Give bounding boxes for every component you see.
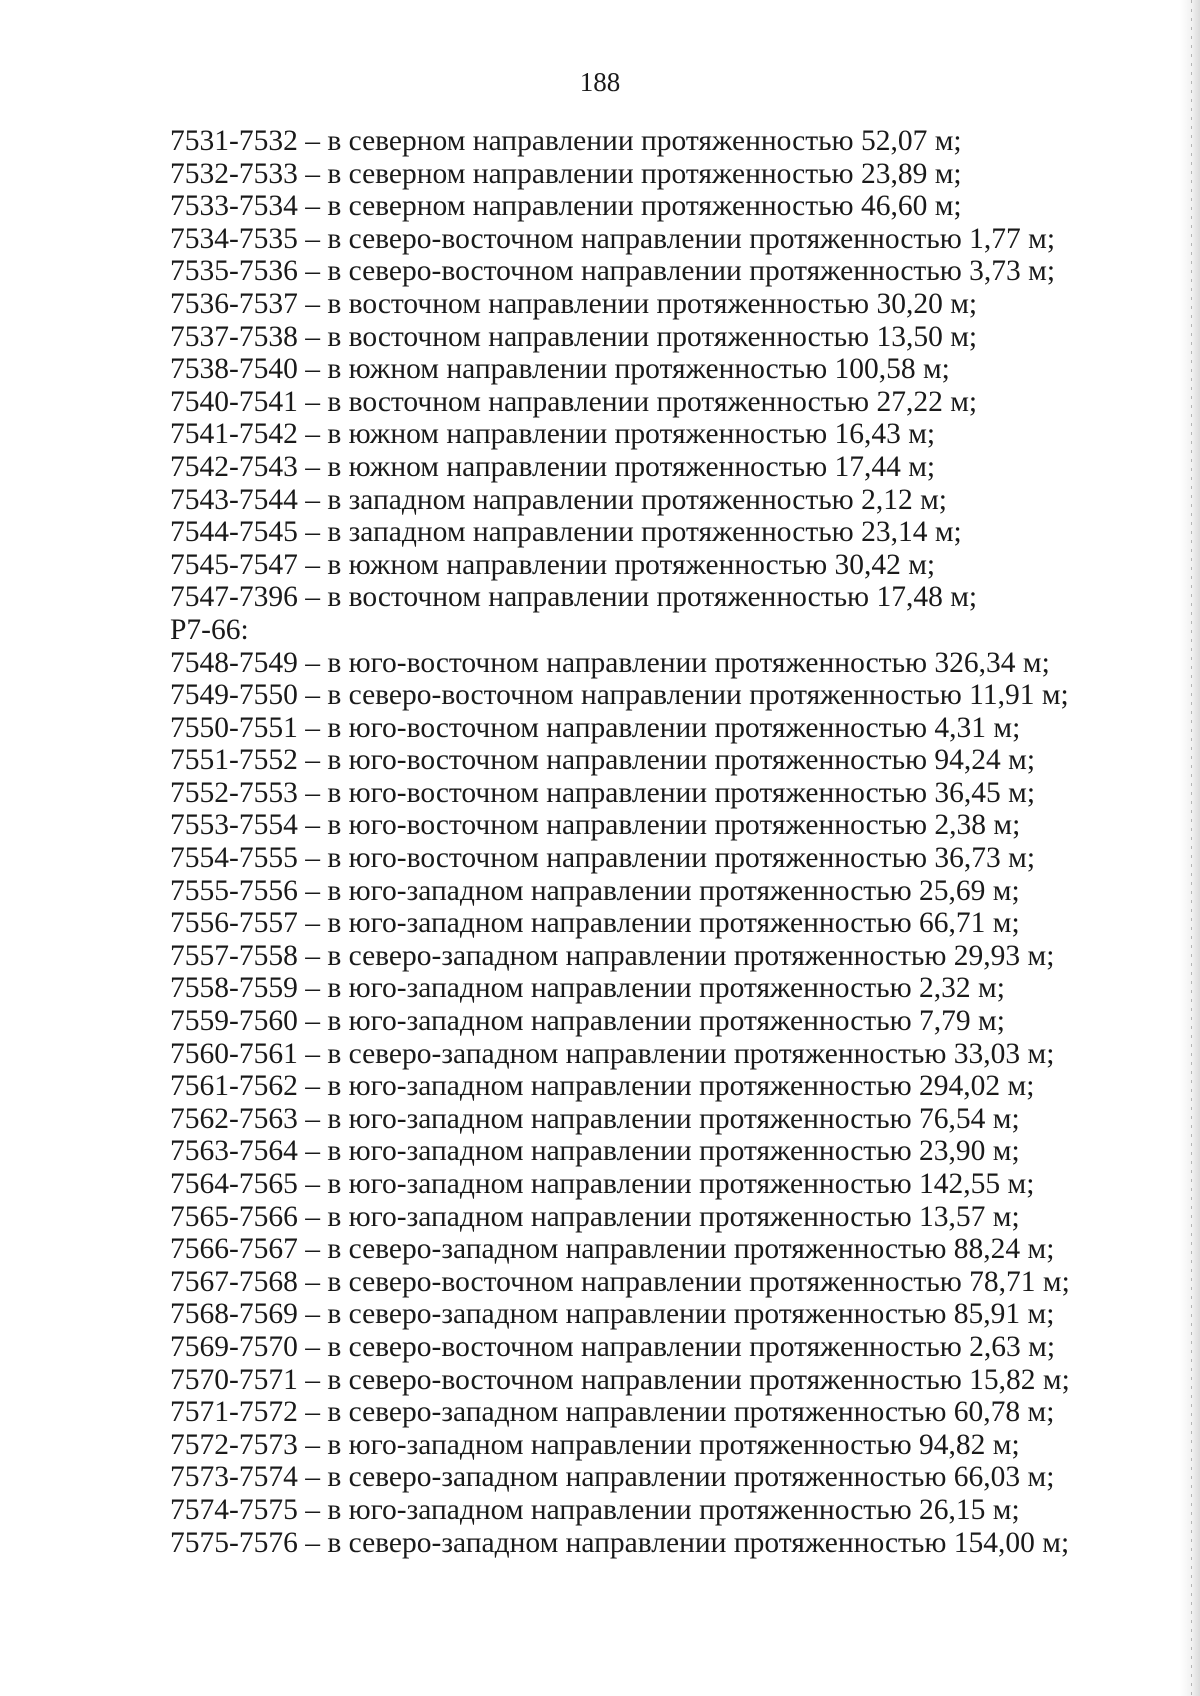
text-line: 7548-7549 – в юго-восточном направлении протяженностью 326,34 м; [170, 646, 1050, 679]
text-line: 7551-7552 – в юго-восточном направлении протяженностью 94,24 м; [170, 744, 1036, 777]
text-line: 7558-7559 – в юго-западном направлении протяженностью 2,32 м; [170, 972, 1005, 1005]
text-line: 7573-7574 – в северо-западном направлении протяженностью 66,03 м; [170, 1461, 1055, 1494]
text-line: 7538-7540 – в южном направлении протяженностью 100,58 м; [170, 353, 950, 386]
text-line: 7561-7562 – в юго-западном направлении протяженностью 294,02 м; [170, 1070, 1035, 1103]
text-line: 7535-7536 – в северо-восточном направлении протяженностью 3,73 м; [170, 255, 1056, 288]
text-line: 7533-7534 – в северном направлении протяженностью 46,60 м; [170, 190, 962, 223]
scan-edge-line [1191, 0, 1192, 1696]
text-line: 7531-7532 – в северном направлении протяженностью 52,07 м; [170, 125, 962, 157]
text-line: 7566-7567 – в северо-западном направлении протяженностью 88,24 м; [170, 1233, 1055, 1266]
text-line: 7542-7543 – в южном направлении протяженностью 17,44 м; [170, 450, 936, 483]
text-line: 7537-7538 – в восточном направлении протяженностью 13,50 м; [170, 320, 978, 353]
text-line: 7569-7570 – в северо-восточном направлении протяженностью 2,63 м; [170, 1330, 1056, 1363]
text-line: 7560-7561 – в северо-западном направлении протяженностью 33,03 м; [170, 1037, 1055, 1070]
document-body [170, 125, 1070, 1559]
text-line: 7547-7396 – в восточном направлении протяженностью 17,48 м; [170, 581, 978, 614]
text-line: 7536-7537 – в восточном направлении протяженностью 30,20 м; [170, 287, 978, 320]
text-line: 7549-7550 – в северо-восточном направлении протяженностью 11,91 м; [170, 679, 1069, 712]
text-line: 7544-7545 – в западном направлении протяженностью 23,14 м; [170, 516, 962, 549]
text-line: 7571-7572 – в северо-западном направлении протяженностью 60,78 м; [170, 1396, 1055, 1429]
text-line: 7557-7558 – в северо-западном направлении протяженностью 29,93 м; [170, 939, 1055, 972]
text-line: 7564-7565 – в юго-западном направлении протяженностью 142,55 м; [170, 1168, 1035, 1200]
text-line: 7565-7566 – в юго-западном направлении протяженностью 13,57 м; [170, 1200, 1020, 1233]
text-line: 7559-7560 – в юго-западном направлении протяженностью 7,79 м; [170, 1005, 1005, 1038]
text-line: 7543-7544 – в западном направлении протяженностью 2,12 м; [170, 483, 947, 516]
text-line: 7563-7564 – в юго-западном направлении протяженностью 23,90 м; [170, 1135, 1020, 1168]
text-line: 7553-7554 – в юго-восточном направлении протяженностью 2,38 м; [170, 809, 1021, 842]
text-line: 7541-7542 – в южном направлении протяженностью 16,43 м; [170, 418, 936, 451]
scan-edge-shadow [1180, 0, 1200, 1696]
text-line: 7550-7551 – в юго-восточном направлении протяженностью 4,31 м; [170, 711, 1021, 744]
text-line: 7572-7573 – в юго-западном направлении протяженностью 94,82 м; [170, 1428, 1020, 1461]
text-line: 7545-7547 – в южном направлении протяженностью 30,42 м; [170, 548, 936, 581]
text-line: 7568-7569 – в северо-западном направлении протяженностью 85,91 м; [170, 1298, 1055, 1331]
text-line: 7562-7563 – в юго-западном направлении протяженностью 76,54 м; [170, 1102, 1020, 1135]
page-number: 188 [579, 67, 621, 97]
text-line: 7575-7576 – в северо-западном направлении протяженностью 154,00 м; [170, 1526, 1070, 1559]
text-line: 7540-7541 – в восточном направлении протяженностью 27,22 м; [170, 385, 978, 418]
text-line: Р7-66: [170, 613, 249, 646]
text-line: 7555-7556 – в юго-западном направлении протяженностью 25,69 м; [170, 874, 1020, 907]
text-line: 7574-7575 – в юго-западном направлении протяженностью 26,15 м; [170, 1493, 1020, 1526]
text-line: 7570-7571 – в северо-восточном направлении протяженностью 15,82 м; [170, 1363, 1070, 1396]
text-line: 7556-7557 – в юго-западном направлении протяженностью 66,71 м; [170, 907, 1020, 940]
text-line: 7534-7535 – в северо-восточном направлении протяженностью 1,77 м; [170, 222, 1056, 255]
text-line: 7552-7553 – в юго-восточном направлении протяженностью 36,45 м; [170, 776, 1036, 809]
text-line: 7532-7533 – в северном направлении протяженностью 23,89 м; [170, 157, 962, 190]
text-line: 7567-7568 – в северо-восточном направлении протяженностью 78,71 м; [170, 1265, 1070, 1298]
text-line: 7554-7555 – в юго-восточном направлении протяженностью 36,73 м; [170, 842, 1036, 875]
